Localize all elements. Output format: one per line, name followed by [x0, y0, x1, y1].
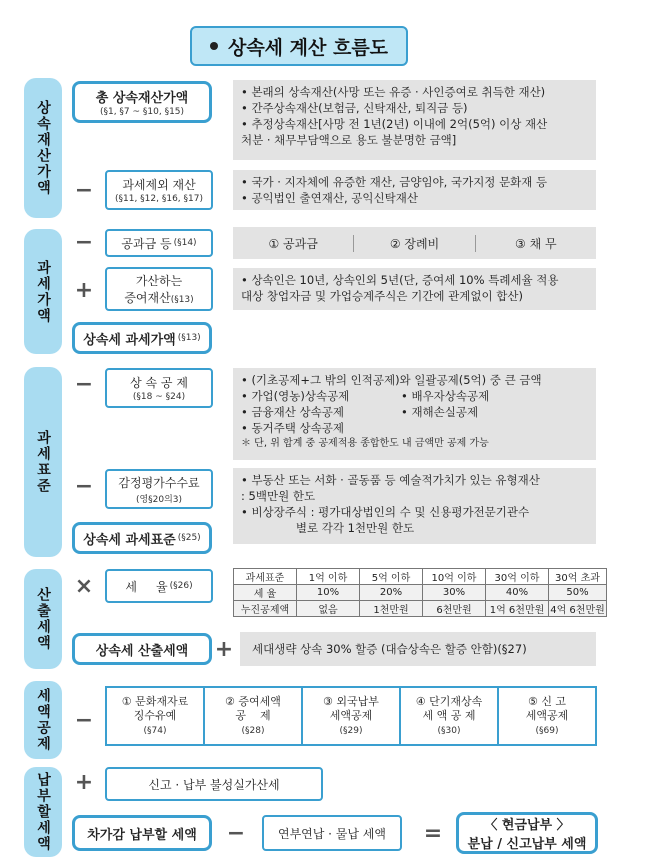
rate-table-cell: 5억 이하 — [360, 569, 423, 585]
minus-operator: − — [74, 177, 94, 203]
rate-table-cell: 1억 이하 — [297, 569, 360, 585]
rate-table-row — [234, 601, 607, 617]
tax-credit-title: ② 증여세액 — [225, 694, 281, 708]
dues-item: ② 장례비 — [354, 235, 475, 252]
rate-table-cell: 20% — [360, 585, 423, 601]
tax-rate-box: 세 율 (§26) — [105, 569, 213, 603]
gross-property-ref: (§1, §7 ~ §10, §15) — [99, 107, 185, 117]
tax-credit-ref: (§28) — [241, 725, 265, 736]
times-operator: × — [74, 573, 94, 599]
title-text: 상속세 계산 흐름도 — [227, 36, 389, 59]
tax-base-box: 상속세 과세표준 (§25) — [72, 522, 212, 554]
rate-table-cell: 10% — [297, 585, 360, 601]
appraisal-fee-desc: • 부동산 또는 서화 · 골동품 등 예술적가치가 있는 유형재산 : 5백만원 한도 • 비상장주식 : 평가대상법인의 수 및 신용평가전문기관수 별로 각각 1천만원 한도 — [233, 468, 596, 544]
rate-table-cell: 30억 초과 — [549, 569, 607, 585]
tax-credit-ref: (§69) — [535, 725, 559, 736]
plus-operator: + — [74, 277, 94, 303]
tax-credit-title: ④ 단기재상속 — [415, 694, 483, 708]
tax-credit-subtitle: 세 액 공 제 — [422, 708, 476, 722]
plus-operator: + — [214, 636, 234, 662]
minus-operator: − — [74, 707, 94, 733]
tax-credit-subtitle: 세액공제 — [329, 708, 373, 722]
generation-skip-surcharge: 세대생략 상속 30% 할증 (대습상속은 할증 안함)(§27) — [240, 632, 596, 666]
rate-table-cell: 1천만원 — [360, 601, 423, 617]
tax-credit-subtitle: 공 제 — [235, 708, 271, 722]
bullet-dot — [210, 42, 218, 50]
computed-tax-box: 상속세 산출세액 — [72, 633, 212, 665]
nontax-property-desc: • 국가 · 지자체에 유증한 재산, 금양임야, 국가지정 문화재 등 • 공익법인 출연재산, 공익신탁재산 — [233, 170, 596, 210]
rate-table-cell: 30% — [423, 585, 486, 601]
equals-operator: = — [423, 820, 443, 846]
tax-credit-row — [107, 688, 595, 744]
taxable-value-box: 상속세 과세가액 (§13) — [72, 322, 212, 354]
tax-credit-title: ③ 외국납부 — [323, 694, 379, 708]
inheritance-deduction-desc: • (기초공제+그 밖의 인적공제)와 일괄공제(5억) 중 큰 금액 • 가업(영농)상속공제 • 금융재산 상속공제 • 배우자상속공제 • 재해손실공제 • 동거주택 상속공제 ＊ 단, 위 합계 중 공제적용 종합한도 내 금액만 공제 가능 — [233, 368, 596, 460]
added-gift-desc: • 상속인은 10년, 상속인외 5년(단, 증여세 10% 특례세율 적용 대상 창업자금 및 가업승계주식은 기간에 관계없이 합산) — [233, 268, 596, 310]
rate-table-cell: 누진공제액 — [234, 601, 297, 617]
tax-rate-table — [233, 568, 607, 617]
gross-property-box — [72, 81, 212, 123]
section-computed-tax: 산출세액 — [24, 569, 62, 669]
tax-credit-ref: (§30) — [437, 725, 461, 736]
rate-table-cell: 30억 이하 — [486, 569, 549, 585]
minus-operator: − — [74, 229, 94, 255]
plus-operator: + — [74, 769, 94, 795]
tax-credit-title: ⑤ 신 고 — [527, 694, 567, 708]
tax-credit-item — [107, 688, 205, 744]
section-tax-base: 과세표준 — [24, 367, 62, 557]
tax-credit-item — [499, 688, 595, 744]
rate-table-cell: 세 율 — [234, 585, 297, 601]
rate-table-cell: 4억 6천만원 — [549, 601, 607, 617]
section-inheritance-property: 상속재산가액 — [24, 78, 62, 218]
gross-property-desc: • 본래의 상속재산(사망 또는 유증 · 사인증여로 취득한 재산) • 간주상속재산(보험금, 신탁재산, 퇴직금 등) • 추정상속재산[사망 전 1년(2년) 이내에 2억(5억) 이상 재산 처분 · 채무부담액으로 용도 불분명한 금액] — [233, 80, 596, 160]
tax-credit-ref: (§29) — [339, 725, 363, 736]
penalty-tax-box: 신고 · 납부 불성실가산세 — [105, 767, 323, 801]
appraisal-fee-box: 감정평가수수료 (영§20의3) — [105, 469, 213, 509]
final-payment-box: 〈 현금납부 〉 분납 / 신고납부 세액 — [456, 812, 598, 854]
dues-item: ① 공과금 — [233, 235, 354, 252]
inheritance-deduction-box: 상 속 공 제 (§18 ~ §24) — [105, 368, 213, 408]
minus-operator: − — [74, 473, 94, 499]
payable-tax-box: 차가감 납부할 세액 — [72, 815, 212, 851]
nontax-property-box: 과세제외 재산 (§11, §12, §16, §17) — [105, 170, 213, 210]
rate-table-cell: 50% — [549, 585, 607, 601]
tax-credit-item — [401, 688, 499, 744]
section-payable-tax: 납부할세액 — [24, 767, 62, 857]
tax-credit-item — [303, 688, 401, 744]
public-dues-items — [233, 227, 596, 259]
public-dues-box: 공과금 등 (§14) — [105, 229, 213, 257]
rate-table-cell: 40% — [486, 585, 549, 601]
tax-credit-subtitle: 징수유예 — [133, 708, 177, 722]
tax-credit-title: ① 문화재자료 — [121, 694, 189, 708]
tax-credit-subtitle: 세액공제 — [525, 708, 569, 722]
installment-payment-box: 연부연납 · 물납 세액 — [262, 815, 402, 851]
rate-table-cell: 없음 — [297, 601, 360, 617]
rate-table-cell: 1억 6천만원 — [486, 601, 549, 617]
rate-table-cell: 10억 이하 — [423, 569, 486, 585]
added-gift-box: 가산하는 증여재산 (§13) — [105, 267, 213, 311]
rate-table-row — [234, 569, 607, 585]
minus-operator: − — [74, 371, 94, 397]
rate-table-cell: 6천만원 — [423, 601, 486, 617]
rate-table-row — [234, 585, 607, 601]
section-taxable-value: 과세가액 — [24, 229, 62, 354]
tax-credit-ref: (§74) — [143, 725, 167, 736]
minus-operator: − — [226, 820, 246, 846]
dues-item: ③ 채 무 — [515, 236, 557, 251]
rate-table-cell: 과세표준 — [234, 569, 297, 585]
gross-property-label: 총 상속재산가액 — [95, 91, 189, 106]
tax-credit-item — [205, 688, 303, 744]
page-title — [190, 26, 408, 66]
section-tax-credit: 세액공제 — [24, 681, 62, 759]
